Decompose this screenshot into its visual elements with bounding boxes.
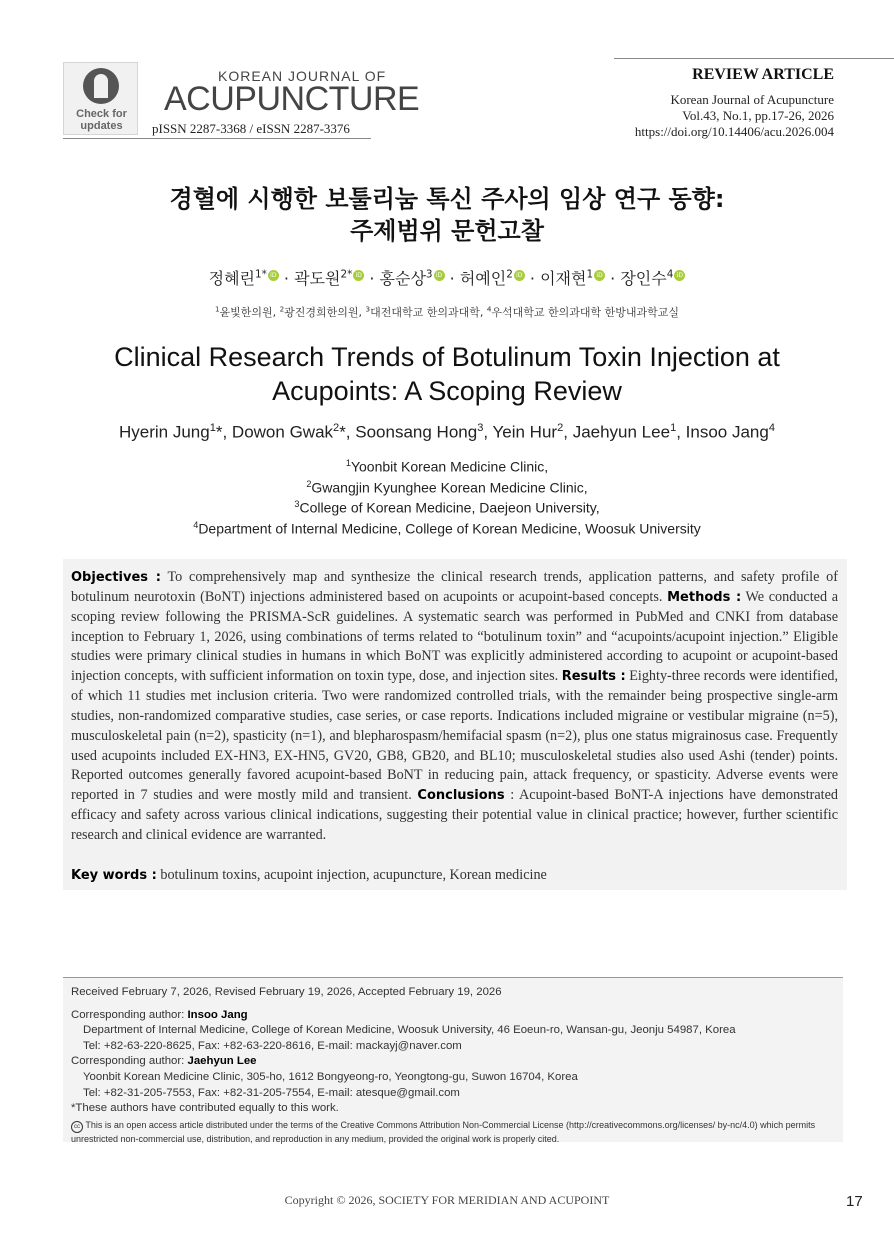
conclusions-text: : Acupoint-based BoNT-A injections have demonstrated efficacy and safety across various clinical indications, suggesting their potential value in clinical practice; however, further scientific research and clinical evidence are warranted. — [71, 787, 838, 843]
results-label: Results : — [561, 669, 626, 685]
badge-line1: Check for — [76, 108, 127, 120]
author-name-en: Insoo Jang — [685, 422, 769, 442]
author-affil-sup: 1* — [255, 268, 267, 281]
author-affil-sup: 2 — [557, 422, 564, 434]
author-separator: , — [676, 422, 686, 442]
orcid-icon: iD — [268, 270, 279, 281]
author-affil-sup: 2 — [506, 268, 513, 281]
corresponding-author-1-address: Department of Internal Medicine, College of Korean Medicine, Woosuk University, 46 Eoeun-ro, Wansan-gu, Jeonju 54987, Korea — [83, 1024, 736, 1037]
affiliation-ko: 우석대학교 한의과대학 한방내과학교실 — [491, 306, 680, 319]
author-name-ko: 정혜린 — [208, 269, 256, 288]
results-text: Eighty-three records were identified, of which 11 studies met inclusion criteria. Two were randomized controlled trials, with the remainder being prospective single-arm studies, non-randomized comparative studies, case series, or case reports. Indications included migraine or vestibular migraine (n=5), musculoskeletal pain (n=2), spasticity (n=1), and blepharospasm/hemifacial spasm (n=2), plus one status migrainosus case. Frequently used acupoints included EX-HN3, EX-HN5, GV20, GB8, GB20, and BL10; musculoskeletal studies also used Ashi (tender) points. Reported outcomes generally favored acupoint-based BoNT in reducing pain, attack frequency, or spasticity. Adverse events were reported in 7 studies and were mostly mild and transient. — [71, 668, 839, 804]
journal-name-top: KOREAN JOURNAL OF — [218, 68, 387, 84]
author-affil-sup: 1 — [209, 422, 216, 434]
affiliation-en: Gwangjin Kyunghee Korean Medicine Clinic, — [311, 479, 588, 496]
affiliation-en-line — [0, 517, 894, 538]
affil-sup: 1 — [345, 458, 351, 468]
affiliation-ko: 윤빛한의원, — [219, 306, 280, 319]
issn: pISSN 2287-3368 / eISSN 2287-3376 — [152, 121, 350, 136]
volume-info: Vol.43, No.1, pp.17-26, 2026 — [682, 108, 834, 123]
affil-sup: 1 — [214, 304, 220, 314]
corresponding-author-1: Corresponding author: Insoo Jang — [71, 1008, 248, 1021]
orcid-icon: iD — [353, 270, 364, 281]
page-number: 17 — [846, 1193, 863, 1210]
author-separator: *, — [215, 422, 232, 442]
corresponding-author-2-name: Jaehyun Lee — [187, 1055, 257, 1068]
author-name-en: Jaehyun Lee — [572, 422, 671, 442]
abstract — [71, 568, 838, 846]
authors-korean: 정혜린$^{1*}$ iD · 곽도원$^{2*}$ iD · 홍순상$^3$ iD · 허예인$^2$ iD · 이재현$^1$ iD · 장인수$^4$ iD — [0, 266, 894, 289]
orcid-icon: iD — [434, 270, 445, 281]
author-name-en: Yein Hur — [492, 422, 558, 442]
affiliation-ko: 대전대학교 한의과대학, — [370, 306, 487, 319]
author-name-en: Hyerin Jung — [118, 422, 210, 442]
corresponding-author-1-contact: Tel: +82-63-220-8625, Fax: +82-63-220-8616, E-mail: mackayj@naver.com — [83, 1039, 462, 1052]
author-name-en: Soonsang Hong — [355, 422, 478, 442]
affiliation-en: Department of Internal Medicine, College of Korean Medicine, Woosuk University — [198, 520, 701, 537]
header-divider-right — [614, 58, 894, 59]
affil-sup: 2 — [279, 304, 285, 314]
author-separator: , — [563, 422, 573, 442]
authors-english — [0, 422, 894, 443]
orcid-icon: iD — [674, 270, 685, 281]
doi-link[interactable]: https://doi.org/10.14406/acu.2026.004 — [634, 124, 834, 139]
methods-label: Methods : — [667, 589, 742, 605]
affiliation-en-line — [0, 476, 894, 497]
orcid-icon: iD — [594, 270, 605, 281]
keywords-text: botulinum toxins, acupoint injection, acupuncture, Korean medicine — [156, 867, 547, 883]
header-divider-left — [63, 138, 371, 139]
affiliation-en: College of Korean Medicine, Daejeon University, — [299, 499, 600, 516]
affiliations-english — [0, 455, 894, 538]
title-english — [0, 340, 894, 408]
copyright: Copyright © 2026, SOCIETY FOR MERIDIAN AND ACUPOINT — [284, 1193, 610, 1207]
author-affil-sup: 2 — [333, 422, 340, 434]
article-info — [71, 985, 839, 1145]
affil-sup: 3 — [294, 499, 300, 510]
affiliation-ko: 광진경희한의원, — [284, 306, 366, 319]
corresponding-author-2: Corresponding author: Jaehyun Lee — [71, 1055, 257, 1068]
affil-sup: 2 — [306, 478, 312, 489]
objectives-label: Objectives : — [71, 570, 161, 585]
keywords — [71, 867, 838, 884]
author-separator: *, — [339, 422, 356, 442]
corresponding-author-2-contact: Tel: +82-31-205-7553, Fax: +82-31-205-7554, E-mail: atesque@gmail.com — [83, 1086, 460, 1099]
affiliation-en-line — [0, 455, 894, 476]
author-separator: , — [483, 422, 493, 442]
author-affil-sup: 3 — [477, 422, 484, 434]
author-name-ko: 곽도원 — [294, 269, 341, 288]
title-english-line2: Acupoints: A Scoping Review — [272, 376, 622, 406]
license-text: cc This is an open access article distributed under the terms of the Creative Commons Attribution Non-Commercial License (http://creativecommons.org/licenses/ by-nc/4.0) which permits unrestricted non-commercial use, distribution, and reproduction in any medium, provided the original work is properly cited. — [71, 1119, 816, 1144]
affiliation-en-line — [0, 496, 894, 517]
journal-name: Korean Journal of Acupuncture — [670, 92, 834, 107]
equal-contribution-note: *These authors have contributed equally to this work. — [71, 1102, 339, 1115]
title-korean — [0, 183, 894, 247]
affil-sup: 4 — [193, 519, 199, 530]
publication-info — [560, 92, 834, 140]
corresponding-author-2-address: Yoonbit Korean Medicine Clinic, 305-ho, 1612 Bongyeong-ro, Yeongtong-gu, Suwon 16704, Korea — [83, 1070, 578, 1083]
author-name-ko: 허예인 — [459, 269, 507, 288]
author-name-ko: 이재현 — [540, 269, 587, 288]
keywords-label: Key words : — [71, 868, 157, 883]
article-type: REVIEW ARTICLE — [692, 66, 834, 83]
author-affil-sup: 1 — [586, 268, 594, 281]
author-name-en: Dowon Gwak — [231, 422, 334, 442]
creative-commons-icon: cc — [71, 1121, 83, 1133]
author-affil-sup: 4 — [666, 268, 674, 281]
objectives-text: To comprehensively map and synthesize the clinical research trends, application patterns, and safety profile of botulinum neurotoxin (BoNT) injections administered based on acupoints or acupoint-based concepts. — [71, 569, 838, 605]
title-korean-line2: 주제범위 문헌고찰 — [350, 217, 544, 245]
author-affil-sup: 3 — [425, 268, 433, 281]
corresponding-author-1-name: Insoo Jang — [187, 1008, 248, 1021]
received-dates: Received February 7, 2026, Revised February 19, 2026, Accepted February 19, 2026 — [71, 986, 502, 998]
journal-logo: ACUPUNCTURE — [164, 80, 420, 118]
author-affil-sup: 1 — [670, 422, 677, 434]
methods-text: We conducted a scoping review following the PRISMA-ScR guidelines. A systematic search was performed in PubMed and CNKI from database inception to February 1, 2026, using combinations of terms related to “botulinum toxin” and “acupoints/acupoint injection.” Eligible studies were primary clinical studies in humans in which BoNT was explicitly administered according to acupoint or acupoint-based injection concepts, with sufficient information on toxin type, dose, and injection sites. — [71, 588, 838, 685]
author-affil-sup: 4 — [768, 422, 776, 434]
crossmark-icon — [83, 68, 119, 104]
title-korean-line1: 경혈에 시행한 보툴리눔 톡신 주사의 임상 연구 동향: — [169, 185, 725, 213]
title-english-line1: Clinical Research Trends of Botulinum Toxin Injection at — [114, 342, 780, 372]
conclusions-label: Conclusions — [417, 788, 505, 804]
orcid-icon: iD — [514, 270, 525, 281]
author-name-ko: 장인수 — [620, 269, 667, 288]
author-name-ko: 홍순상 — [379, 269, 426, 288]
author-affil-sup: 2* — [340, 268, 353, 281]
affiliations-korean — [0, 304, 894, 320]
affil-sup: 3 — [365, 304, 371, 314]
check-for-updates-badge[interactable] — [63, 62, 138, 135]
affiliation-en: Yoonbit Korean Medicine Clinic, — [350, 458, 549, 475]
affil-sup: 4 — [486, 304, 492, 314]
badge-line2: updates — [80, 120, 123, 132]
